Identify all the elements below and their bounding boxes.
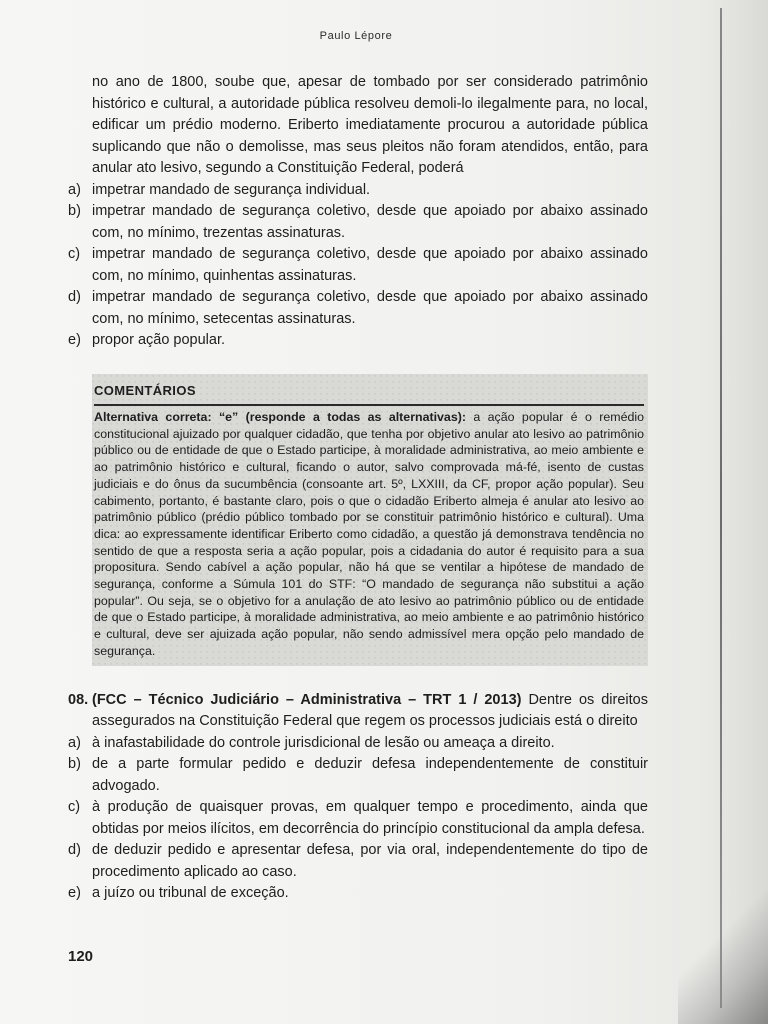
option-text: impetrar mandado de segurança coletivo, desde que apoiado por abaixo assinado com, no mínimo, setecentas assinaturas. <box>92 289 648 327</box>
option-letter: e) <box>68 332 81 348</box>
question-08-stem <box>68 690 648 733</box>
book-spine-edge <box>720 8 722 1008</box>
option-letter: d) <box>68 289 81 305</box>
option-text: à produção de quaisquer provas, em qualquer tempo e procedimento, ainda que obtidas por meios ilícitos, em decorrência do princípio constitucional da ampla defesa. <box>92 799 648 837</box>
option-letter: a) <box>68 181 81 198</box>
option-item <box>68 180 648 202</box>
option-text: a juízo ou tribunal de exceção. <box>92 885 289 902</box>
question-number: 08. <box>68 691 89 708</box>
comments-text: a ação popular é o remédio constitucional ajuizado por qualquer cidadão, que tenha por objetivo anular ato lesivo ao patrimônio público ou de entidade de que o Estado participe, à moralidade administrativa, ao meio ambiente e ao patrimônio histórico e cultural, ficando o autor, salvo comprovada má-fé, isento de custas judiciais e do ônus da sucumbência (consoante art. 5º, LXXIII, da CF, propor ação popular). Seu cabimento, portanto, é bastante claro, pois o que o cidadão Eriberto almeja é anular ato lesivo ao patrimônio público (prédio público tombado por se constituir patrimônio histórico e cultural). Uma dica: ao expressamente identificar Eriberto como cidadão, a questão já demonstrava tendência no sentido de que a resposta seria a ação popular, pois a cidadania do autor é requisito para a sua propositura. Sendo cabível a ação popular, não há que se ventilar a hipótese de mandado de segurança, conforme a Súmula 101 do STF: “O mandado de segurança não substitui a ação popular”. Ou seja, se o objetivo for a anulação de ato lesivo ao patrimônio público ou de entidade de que o Estado participe, à moralidade administrativa, ao meio ambiente e ao patrimônio histórico e cultural, deve ser ajuizada ação popular, não sendo admissível mera opção pelo mandado de segurança. <box>94 410 644 658</box>
question-text <box>92 690 648 733</box>
page-content <box>68 72 648 905</box>
comments-body <box>94 409 644 660</box>
option-letter: d) <box>68 842 81 859</box>
option-text: impetrar mandado de segurança coletivo, desde que apoiado por abaixo assinado com, no mínimo, trezentas assinaturas. <box>92 203 648 241</box>
option-item <box>68 244 648 287</box>
option-letter: b) <box>68 203 81 219</box>
option-item <box>68 883 648 905</box>
correct-answer-lead: Alternativa correta: “e” (responde a todas as alternativas): <box>94 410 466 424</box>
comments-box <box>92 374 648 666</box>
option-item <box>68 733 648 755</box>
option-text: de a parte formular pedido e deduzir defesa independentemente de constituir advogado. <box>92 756 648 794</box>
option-text: de deduzir pedido e apresentar defesa, por via oral, independentemente do tipo de procedimento aplicado ao caso. <box>92 842 648 880</box>
question-07-options <box>68 180 648 352</box>
option-item <box>68 201 648 244</box>
page-corner-shadow <box>678 884 768 1024</box>
option-letter: c) <box>68 246 81 262</box>
option-text: impetrar mandado de segurança coletivo, desde que apoiado por abaixo assinado com, no mínimo, quinhentas assinaturas. <box>92 246 648 284</box>
comments-title: COMENTÁRIOS <box>94 380 644 407</box>
option-letter: b) <box>68 756 81 773</box>
question-stem: Dentre os direitos assegurados na Constituição Federal que regem os processos judiciais está o direito <box>92 691 648 730</box>
question-08-options <box>68 733 648 905</box>
option-item <box>68 840 648 883</box>
option-item <box>68 797 648 840</box>
option-text: propor ação popular. <box>92 332 226 348</box>
option-letter: e) <box>68 885 81 902</box>
page-number: 120 <box>68 948 94 965</box>
question-continuation-text: no ano de 1800, soube que, apesar de tombado por ser considerado patrimônio histórico e cultural, a autoridade pública resolveu demoli-lo ilegalmente para, no local, edificar um prédio moderno. Eriberto imediatamente procurou a autoridade pública suplicando que não o demolisse, mas seus pleitos não foram atendidos, então, para anular ato lesivo, segundo a Constituição Federal, poderá <box>92 74 648 176</box>
option-text: impetrar mandado de segurança individual. <box>92 181 371 198</box>
option-letter: a) <box>68 734 81 751</box>
option-item <box>68 330 648 352</box>
option-text: à inafastabilidade do controle jurisdicional de lesão ou ameaça a direito. <box>92 734 555 751</box>
option-item <box>68 287 648 330</box>
running-header: Paulo Lépore <box>319 30 393 42</box>
option-letter: c) <box>68 799 81 816</box>
option-item <box>68 754 648 797</box>
question-source: (FCC – Técnico Judiciário – Administrativa – TRT 1 / 2013) <box>92 691 522 708</box>
